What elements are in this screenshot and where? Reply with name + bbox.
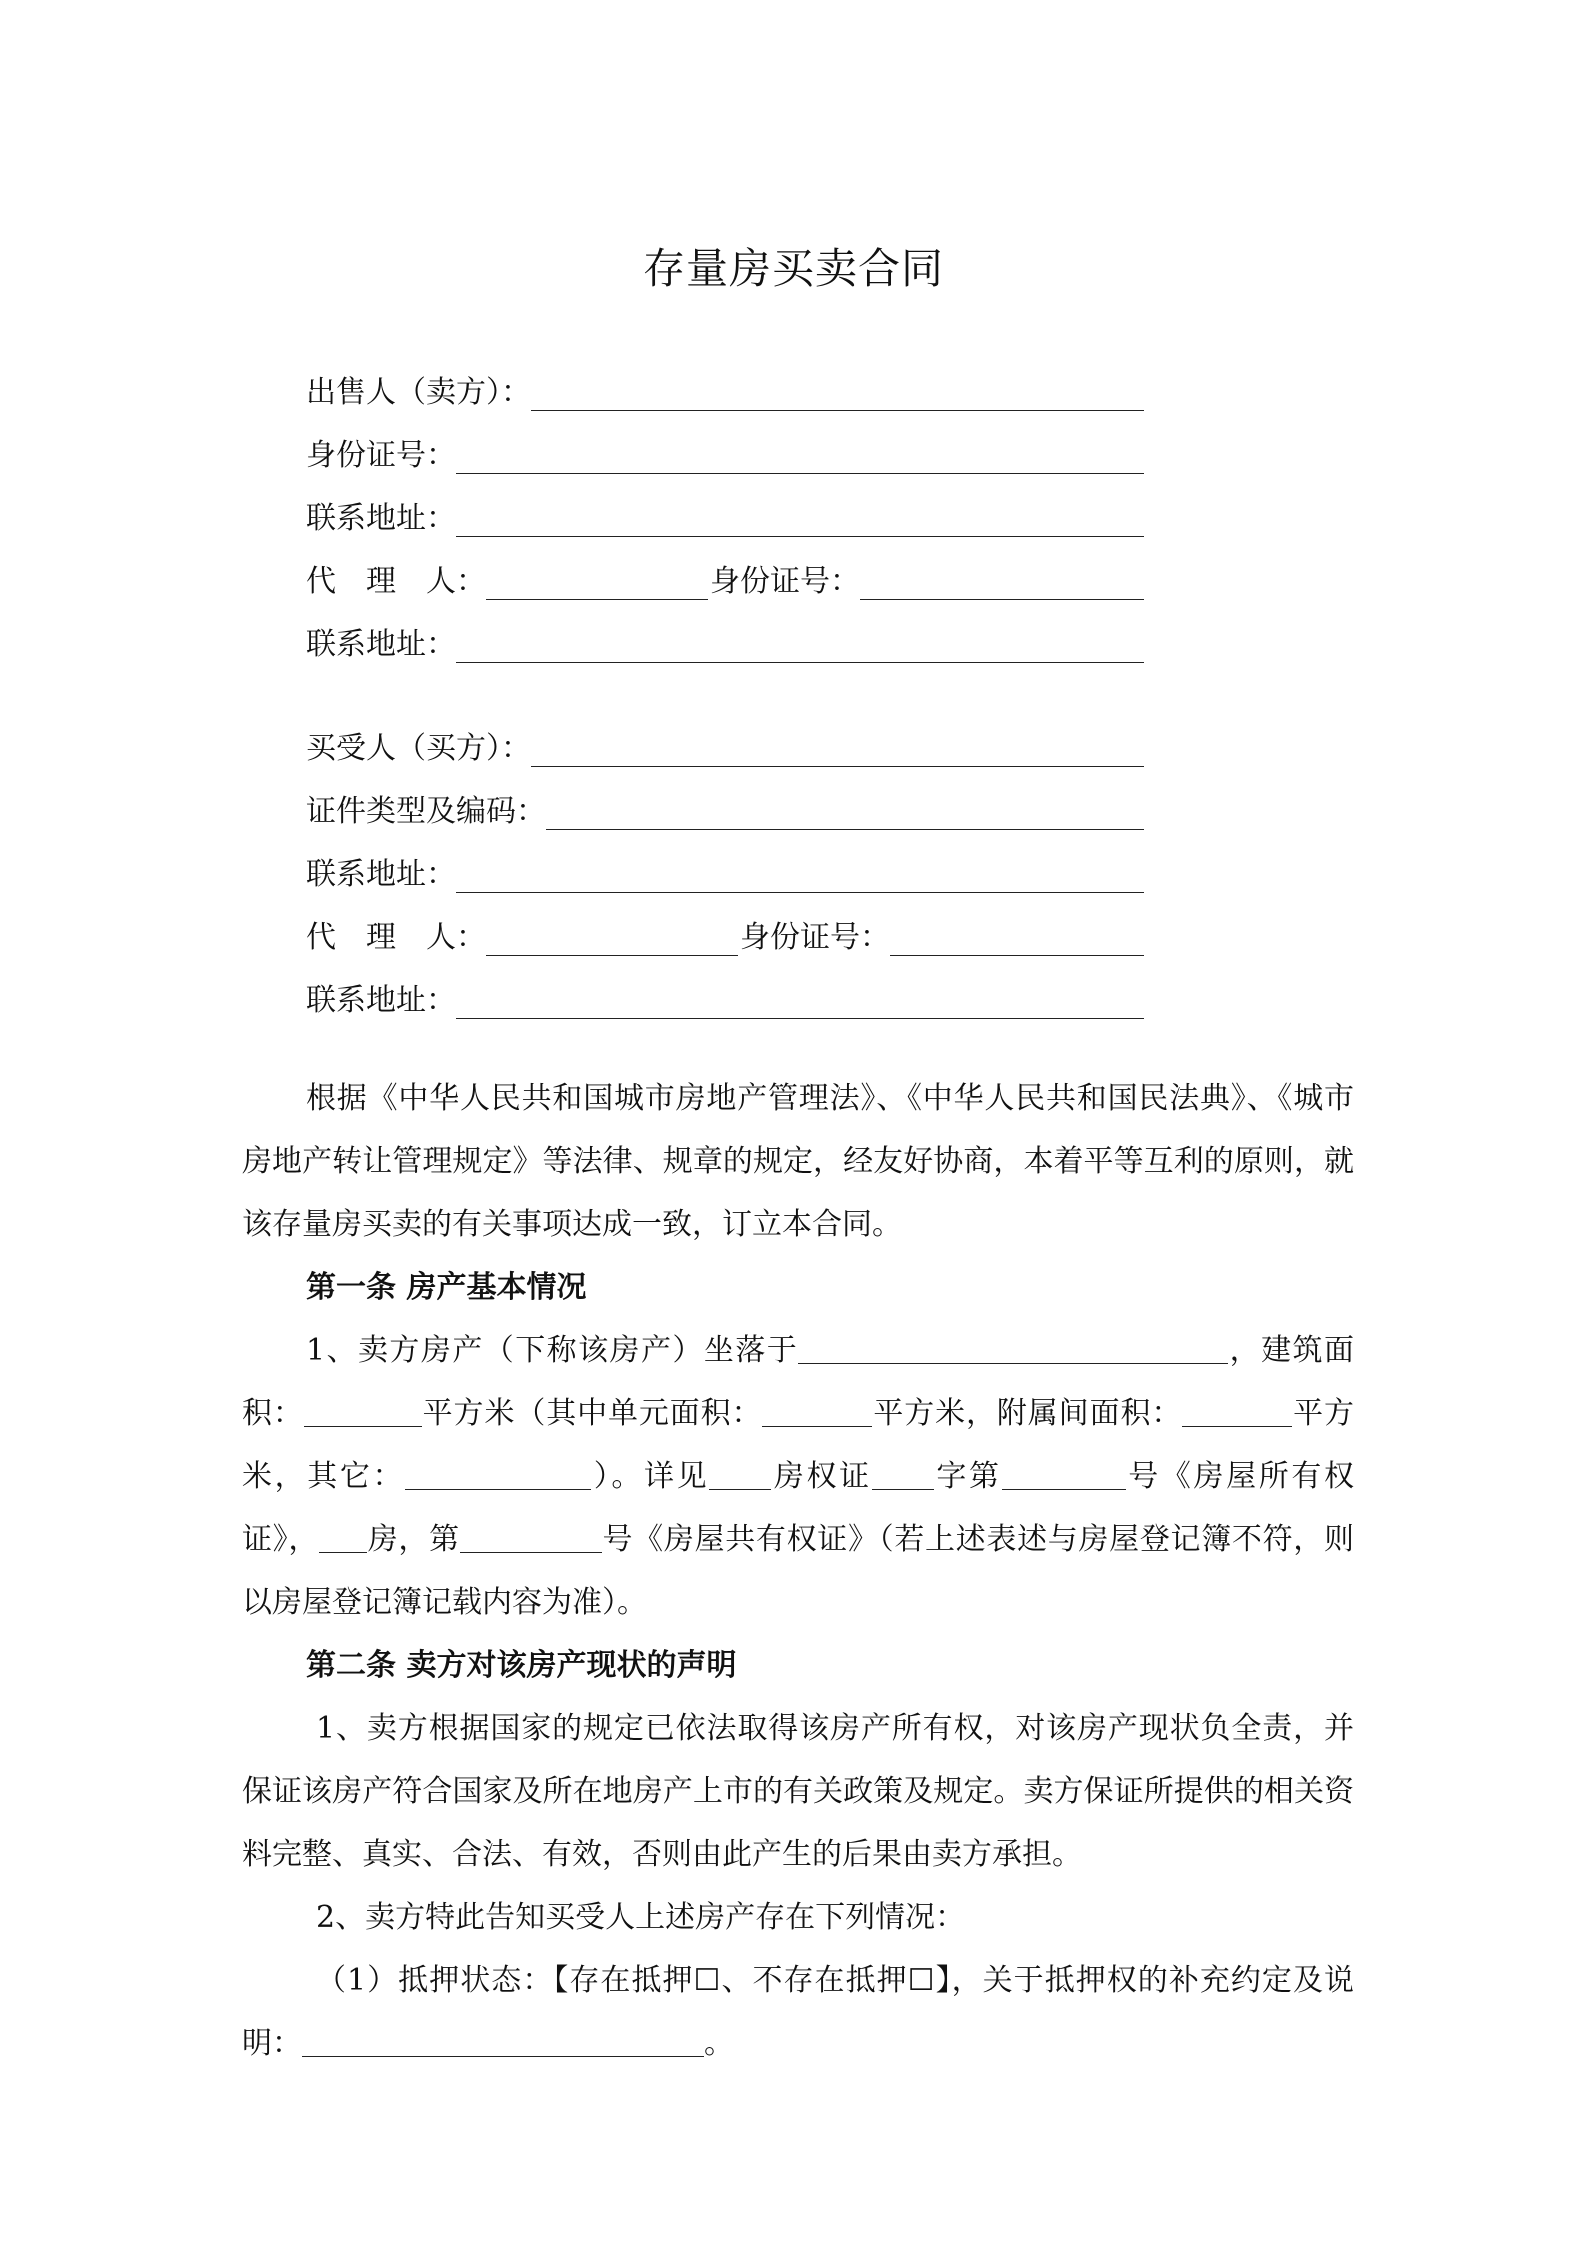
buyer-address-label: 联系地址： — [306, 857, 456, 892]
article1-text-b: ，建筑面积： — [242, 1333, 1354, 1431]
seller-agent-id-field[interactable] — [860, 563, 1144, 600]
article2-paragraph-3 — [242, 1949, 1354, 2075]
seller-id-field[interactable] — [456, 437, 1144, 474]
mortgage-status-end: 。 — [704, 2026, 734, 2061]
seller-name-label: 出售人（卖方）： — [306, 375, 531, 410]
article2-paragraph-1: 1、卖方根据国家的规定已依法取得该房产所有权，对该房产现状负全责，并保证该房产符合国家及所在地房产上市的有关政策及规定。卖方保证所提供的相关资料完整、真实、合法、有效，否则由此产生的后果由卖方承担。 — [242, 1711, 1354, 1872]
seller-name-row — [306, 354, 1144, 417]
buyer-cert-row — [306, 773, 1144, 836]
article1-text-f: ）。详见 — [591, 1459, 710, 1494]
seller-id-row — [306, 417, 1144, 480]
seller-name-field[interactable] — [531, 374, 1144, 411]
ownership-cert-number-field[interactable] — [1002, 1457, 1126, 1490]
buyer-agent-address-row — [306, 962, 1144, 1025]
seller-agent-row — [306, 543, 1144, 606]
buyer-cert-label: 证件类型及编码： — [306, 794, 546, 829]
article1-text-e: 平方米，其它： — [242, 1396, 1355, 1494]
seller-id-label: 身份证号： — [306, 438, 456, 473]
seller-info — [306, 354, 1144, 669]
article1-text-j: 房，第 — [367, 1522, 460, 1557]
buyer-name-field[interactable] — [531, 730, 1144, 767]
article1-text-g: 房权证 — [771, 1459, 872, 1494]
seller-address-field[interactable] — [456, 500, 1144, 537]
buyer-agent-row — [306, 899, 1144, 962]
preamble-paragraph: 根据《中华人民共和国城市房地产管理法》、《中华人民共和国民法典》、《城市房地产转让管理规定》等法律、规章的规定，经友好协商，本着平等互利的原则，就该存量房买卖的有关事项达成一致，订立本合同。 — [242, 1081, 1354, 1242]
buyer-agent-label: 代 理 人： — [306, 920, 486, 955]
article1-text-a: 1、卖方房产（下称该房产）坐落于 — [306, 1333, 799, 1368]
buyer-name-label: 买受人（买方）： — [306, 731, 531, 766]
seller-agent-label: 代 理 人： — [306, 564, 486, 599]
article1-text-h: 字第 — [933, 1459, 1002, 1494]
buyer-agent-field[interactable] — [486, 919, 738, 956]
buyer-agent-id-field[interactable] — [890, 919, 1144, 956]
room-field[interactable] — [319, 1520, 367, 1553]
seller-agent-address-field[interactable] — [456, 626, 1144, 663]
page-title: 存量房买卖合同 — [642, 244, 944, 293]
mortgage-note-field[interactable] — [302, 2024, 704, 2057]
article1-text-d: 平方米，附属间面积： — [872, 1396, 1183, 1431]
article2-paragraph-2: 2、卖方特此告知买受人上述房产存在下列情况： — [316, 1900, 966, 1935]
article1-text-c: 平方米（其中单元面积： — [421, 1396, 763, 1431]
buyer-agent-id-label: 身份证号： — [740, 920, 890, 955]
article1-text-i: 号《房屋所有权证》， — [242, 1459, 1354, 1557]
seller-agent-address-label: 联系地址： — [306, 627, 456, 662]
coownership-cert-number-field[interactable] — [460, 1520, 602, 1553]
buyer-agent-address-field[interactable] — [456, 982, 1144, 1019]
seller-address-row — [306, 480, 1144, 543]
mortgage-status-text: （1）抵押状态：【存在抵押☐、不存在抵押☐】，关于抵押权的补充约定及说明： — [242, 1963, 1354, 2061]
buyer-address-field[interactable] — [456, 856, 1144, 893]
article1-heading: 第一条 房产基本情况 — [306, 1270, 587, 1305]
article1-text-k: 号《房屋共有权证》（若上述表述与房屋登记簿不符，则以房屋登记簿记载内容为准）。 — [242, 1522, 1354, 1620]
property-location-field[interactable] — [798, 1331, 1228, 1364]
seller-agent-id-label: 身份证号： — [710, 564, 860, 599]
seller-agent-field[interactable] — [486, 563, 708, 600]
buyer-agent-address-label: 联系地址： — [306, 983, 456, 1018]
buyer-address-row — [306, 836, 1144, 899]
buyer-name-row — [306, 710, 1144, 773]
buyer-info — [306, 710, 1144, 1025]
cert-word-field[interactable] — [872, 1457, 934, 1490]
unit-area-field[interactable] — [762, 1394, 872, 1427]
contract-body — [242, 1067, 1354, 2075]
other-area-field[interactable] — [405, 1457, 591, 1490]
cert-prefix-field[interactable] — [709, 1457, 771, 1490]
building-area-field[interactable] — [304, 1394, 422, 1427]
annex-area-field[interactable] — [1182, 1394, 1292, 1427]
seller-address-label: 联系地址： — [306, 501, 456, 536]
seller-agent-address-row — [306, 606, 1144, 669]
article2-heading: 第二条 卖方对该房产现状的声明 — [306, 1648, 737, 1683]
article1-paragraph — [242, 1319, 1354, 1634]
buyer-cert-field[interactable] — [546, 793, 1144, 830]
